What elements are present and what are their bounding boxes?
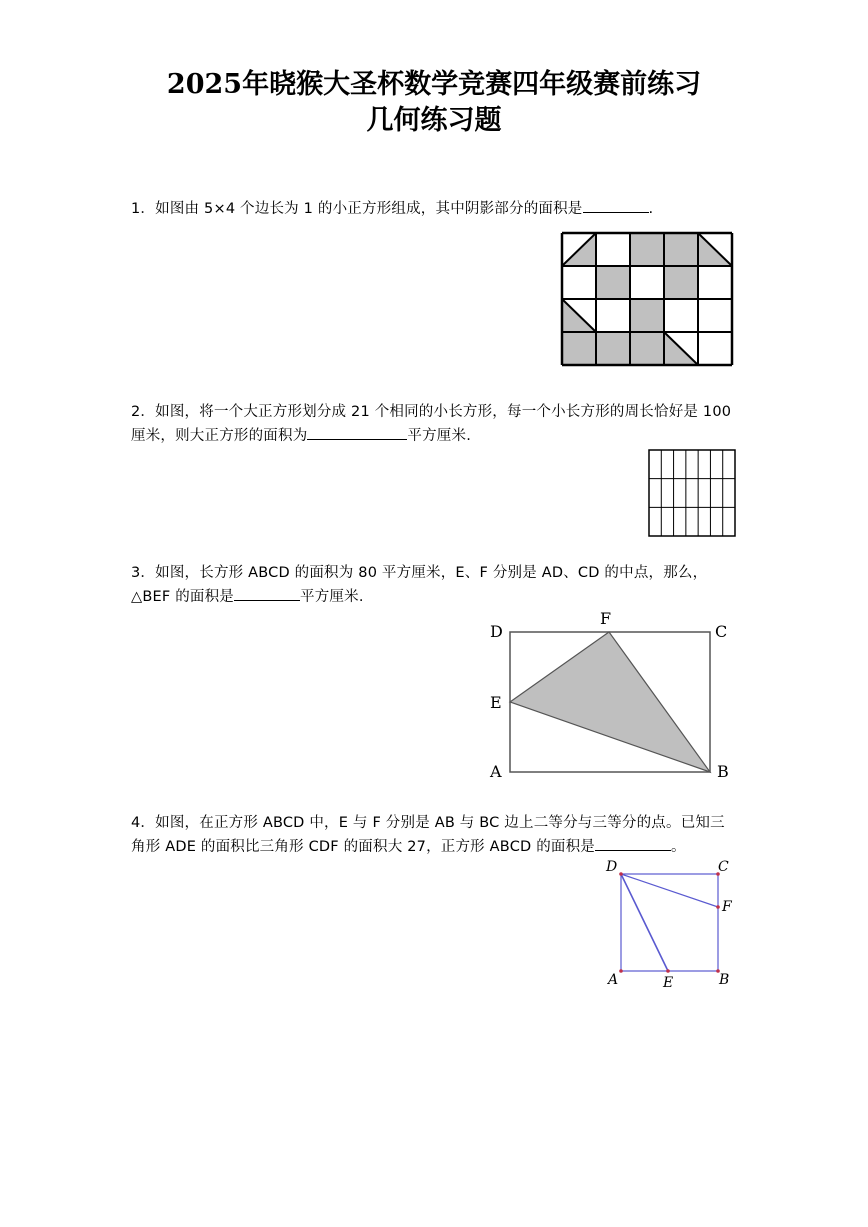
answer-blank[interactable] bbox=[234, 586, 300, 601]
question-text: 如图，在正方形 ABCD 中，E 与 F 分别是 AB 与 BC 边上二等分与三等分的点。已知三角形 ADE 的面积比三角形 CDF 的面积大 27，正方形 ABCD 的面积是 bbox=[131, 815, 725, 855]
label-d: D bbox=[606, 859, 618, 875]
question-2 bbox=[131, 400, 739, 448]
shaded-cell bbox=[596, 332, 630, 365]
shaded-cell bbox=[630, 332, 664, 365]
doc-title: 2025年晓猴大圣杯数学竞赛四年级赛前练习 bbox=[166, 69, 702, 100]
point-f bbox=[716, 905, 720, 909]
question-text: 如图，将一个大正方形划分成 21 个相同的小长方形，每一个小长方形的周长恰好是 100 厘米，则大正方形的面积为 bbox=[131, 404, 732, 444]
question-number: 1． bbox=[131, 201, 156, 217]
outer-square bbox=[649, 450, 735, 536]
triangle-bef bbox=[510, 632, 710, 772]
label-e: E bbox=[490, 693, 502, 712]
square-abcd bbox=[621, 874, 718, 971]
answer-blank[interactable] bbox=[307, 425, 407, 440]
question-text-end: 平方厘米. bbox=[300, 589, 364, 605]
shaded-cell bbox=[630, 233, 664, 266]
segment-de bbox=[621, 874, 668, 971]
figure-1-grid bbox=[561, 232, 733, 366]
question-4 bbox=[131, 811, 739, 859]
answer-blank[interactable] bbox=[595, 836, 671, 851]
shaded-cell bbox=[664, 266, 698, 299]
figure-3-rectangle bbox=[480, 604, 740, 784]
figure-4-square bbox=[600, 856, 740, 996]
label-c: C bbox=[715, 622, 728, 641]
label-a: A bbox=[608, 972, 619, 988]
label-e: E bbox=[663, 975, 674, 991]
question-number: 2． bbox=[131, 404, 156, 420]
question-number: 3． bbox=[131, 565, 156, 581]
label-b: B bbox=[719, 972, 730, 988]
doc-subtitle: 几何练习题 bbox=[366, 105, 502, 136]
question-1 bbox=[131, 197, 739, 221]
label-f: F bbox=[600, 609, 612, 628]
question-number: 4． bbox=[131, 815, 156, 831]
segment-df bbox=[621, 874, 718, 907]
point-d bbox=[619, 872, 623, 876]
question-text: 如图，长方形 ABCD 的面积为 80 平方厘米，E、F 分别是 AD、CD 的中点，那么，△BEF 的面积是 bbox=[131, 565, 708, 605]
figure-2-square bbox=[648, 449, 736, 537]
question-text-end: . bbox=[648, 201, 654, 217]
label-c: C bbox=[718, 859, 729, 875]
question-text: 如图由 5×4 个边长为 1 的小正方形组成，其中阴影部分的面积是 bbox=[155, 201, 583, 217]
shaded-cell bbox=[562, 332, 596, 365]
label-a: A bbox=[490, 762, 502, 781]
point-a bbox=[619, 969, 623, 973]
point-e bbox=[666, 969, 670, 973]
label-f: F bbox=[722, 899, 732, 915]
question-3 bbox=[131, 561, 739, 609]
shaded-cell bbox=[630, 299, 664, 332]
label-d: D bbox=[490, 622, 503, 641]
question-text-end: 平方厘米. bbox=[407, 428, 472, 444]
shaded-cell bbox=[664, 233, 698, 266]
answer-blank[interactable] bbox=[583, 198, 649, 213]
shaded-cell bbox=[596, 266, 630, 299]
label-b: B bbox=[717, 762, 729, 781]
question-text-end: 。 bbox=[671, 839, 686, 855]
